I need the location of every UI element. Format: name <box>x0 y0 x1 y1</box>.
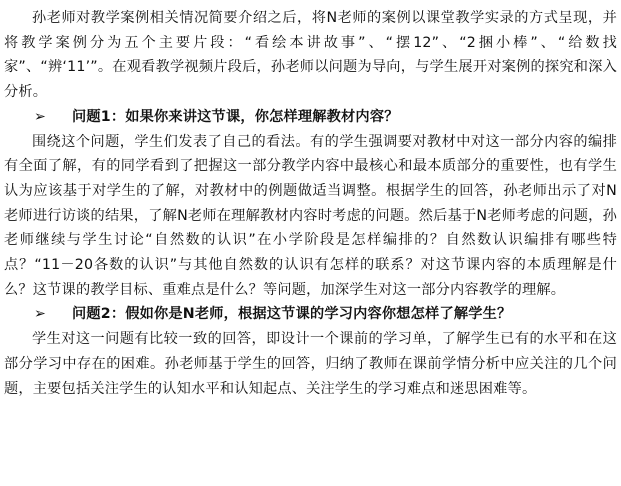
question-1-text: 问题1：如果你来讲这节课，你怎样理解教材内容？ <box>72 108 399 125</box>
question-2-heading <box>4 302 617 327</box>
answer-paragraph: 学生对这一问题有比较一致的回答，即设计一个课前的学习单，了解学生已有的水平和在这部分学习中存在的困难。孙老师基于学生的回答，归纳了教师在课前学情分析中应关注的几个问题，主要包括关注学生的认知水平和认知起点、关注学生的学习难点和迷思困难等。 <box>4 331 617 397</box>
discussion-paragraph: 围绕这个问题，学生们发表了自己的看法。有的学生强调要对教材中对这一部分内容的编排有全面了解，有的同学看到了把握这一部分教学内容中最核心和最本质部分的重要性，也有学生认为应该基于对学生的了解，对教材中的例题做适当调整。根据学生的回答，孙老师出示了对N老师进行访谈的结果，了解N老师在理解教材内容时考虑的问题。然后基于N老师考虑的问题，孙老师继续与学生讨论“自然数的认识”在小学阶段是怎样编排的？自然数认识编排有哪些特点？“11－20各数的认识”与其他自然数的认识有怎样的联系？对这节课内容的本质理解是什么？这节课的教学目标、重难点是什么？等问题，加深学生对这一部分内容教学的理解。 <box>4 133 617 298</box>
arrow-bullet-icon: ➢ <box>34 306 47 323</box>
intro-paragraph: 孙老师对教学案例相关情况简要介绍之后，将N老师的案例以课堂教学实录的方式呈现，并将教学案例分为五个主要片段：“看绘本讲故事”、“摆12”、“2捆小棒”、“给数找家”、“辨‘11’”。在观看教学视频片段后，孙老师以问题为导向，与学生展开对案例的探究和深入分析。 <box>4 10 617 101</box>
arrow-bullet-icon: ➢ <box>34 108 47 125</box>
question-1-heading <box>4 105 617 130</box>
question-2-text: 问题2：假如你是N老师，根据这节课的学习内容你想怎样了解学生？ <box>72 306 512 323</box>
